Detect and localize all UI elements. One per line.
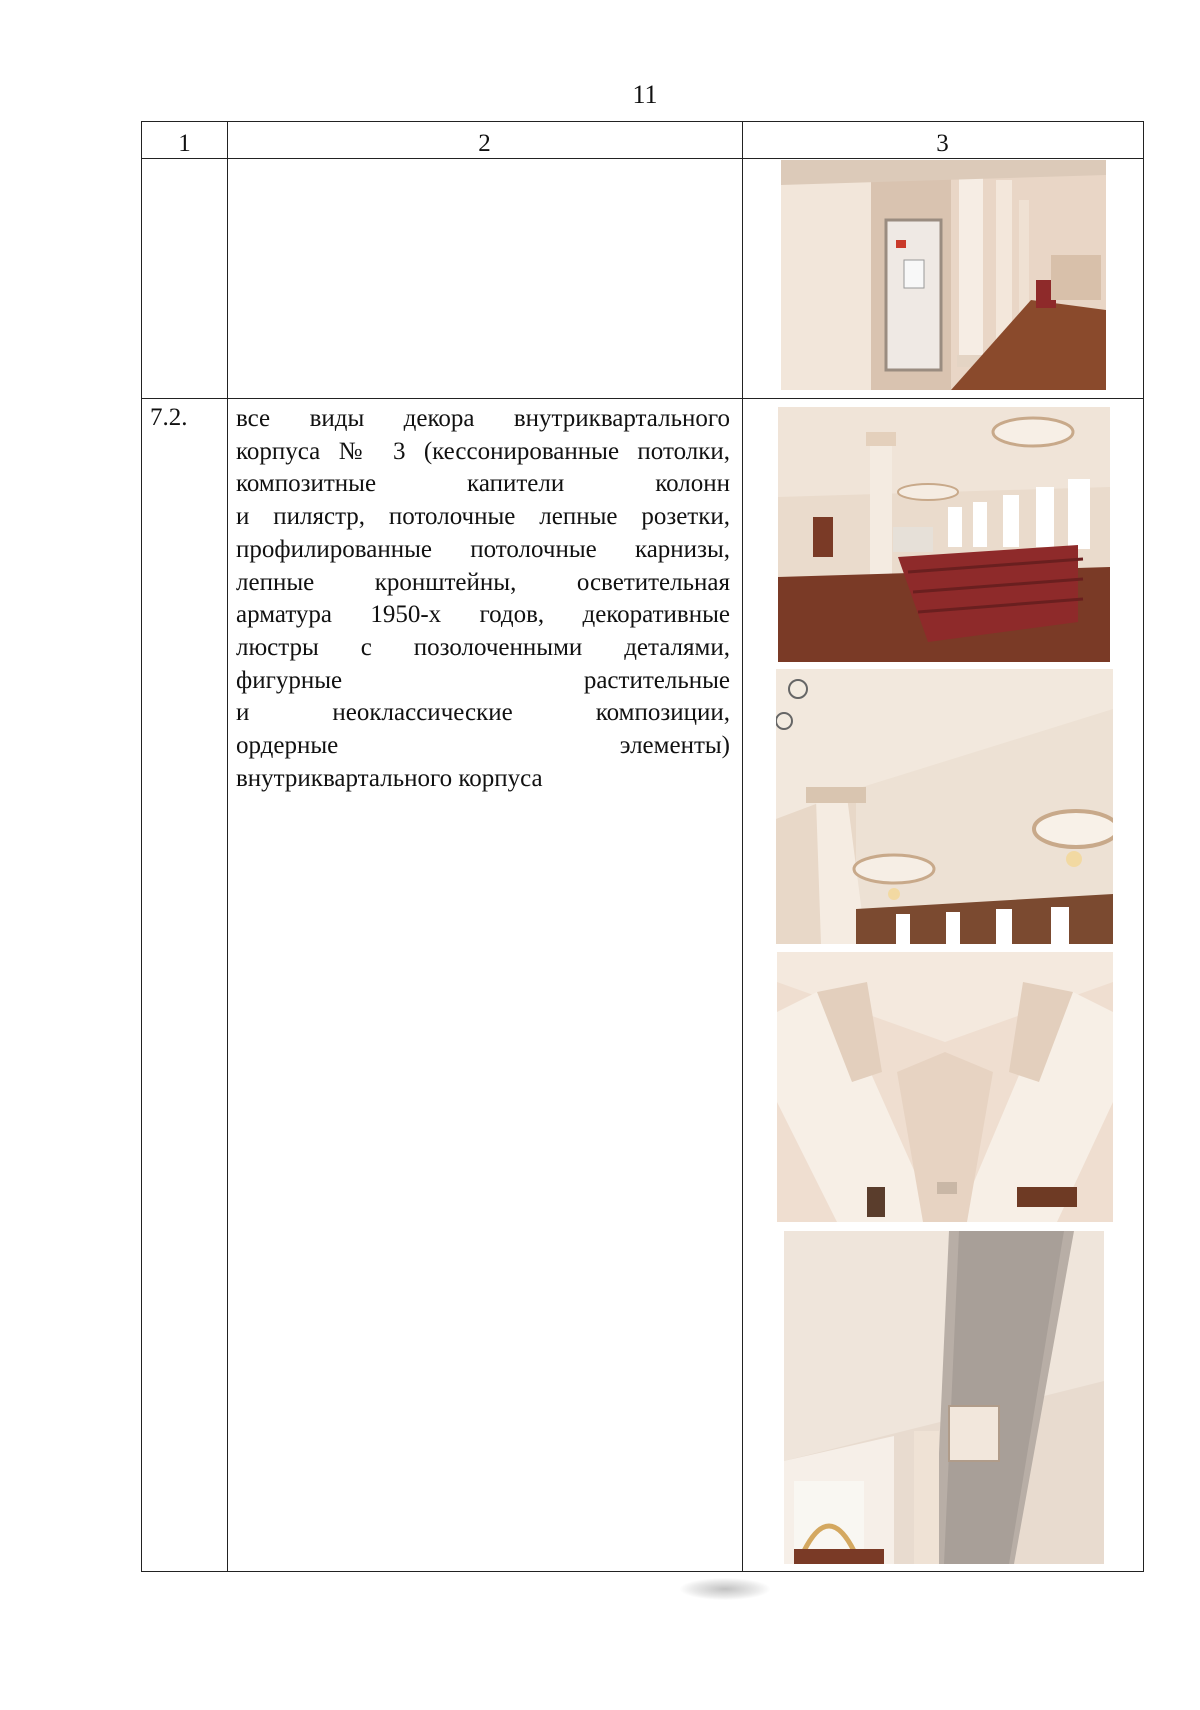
description-line: ордерные элементы) (236, 732, 730, 760)
description-line: и пилястр, потолочные лепные розетки, (236, 503, 730, 531)
photo-corridor (781, 160, 1106, 390)
column-divider (227, 122, 228, 1571)
photo-ceiling-rosettes (776, 669, 1113, 944)
description-line: профилированные потолочные карнизы, (236, 535, 730, 563)
description-line: фигурные растительные (236, 666, 730, 694)
header-col-2: 2 (478, 130, 491, 157)
description-line: корпуса № 3 (кессонированные потолки, (236, 437, 730, 465)
scan-smudge (680, 1578, 770, 1600)
description-line: и неоклассические композиции, (236, 699, 730, 727)
photo-assembly-hall (778, 407, 1110, 662)
photo-ceiling-bracket (784, 1231, 1104, 1564)
description-line: внутриквартального корпуса (236, 764, 543, 792)
page-number: 11 (632, 80, 658, 109)
row-divider (142, 398, 1143, 399)
description-line: композитные капители колонн (236, 470, 730, 498)
description-line: арматура 1950-х годов, декоративные (236, 601, 730, 629)
photo-column-capitals (777, 952, 1113, 1222)
row-number: 7.2. (150, 404, 188, 431)
description-line: все виды декора внутриквартального (236, 405, 730, 432)
header-col-1: 1 (178, 130, 191, 157)
column-divider (742, 122, 743, 1571)
row-description (236, 403, 730, 795)
description-line: люстры с позолоченными деталями, (236, 633, 730, 661)
header-col-3: 3 (936, 130, 949, 157)
description-line: лепные кронштейны, осветительная (236, 568, 730, 596)
monument-table (141, 121, 1144, 1572)
